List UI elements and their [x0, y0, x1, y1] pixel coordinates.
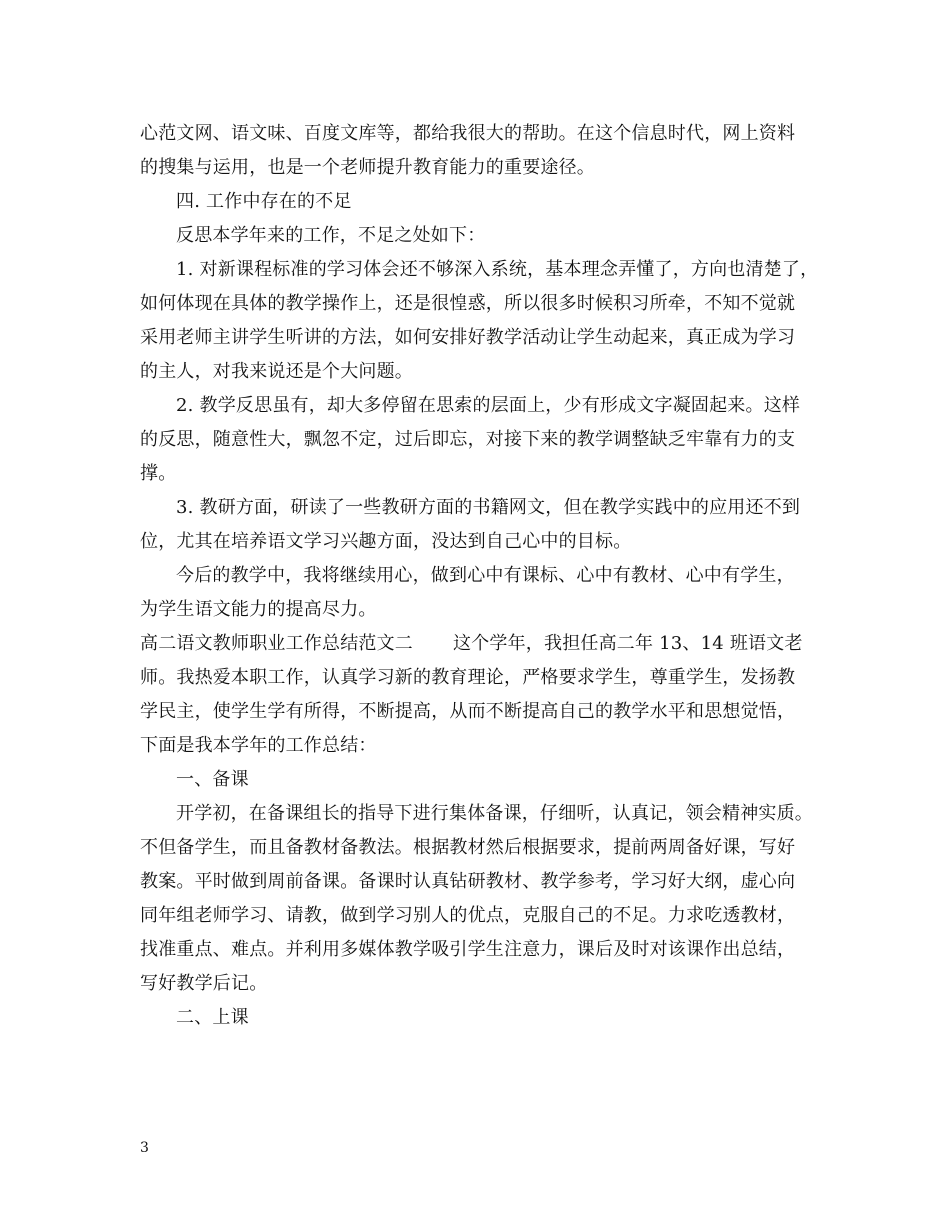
- text-line: 教案。平时做到周前备课。备课时认真钻研教材、教学参考，学习好大纲，虚心向: [140, 871, 796, 892]
- text-line: 为学生语文能力的提高尽力。: [140, 599, 377, 620]
- text-line: 反思本学年来的工作，不足之处如下：: [176, 225, 486, 246]
- text-line: 1. 对新课程标准的学习体会还不够深入系统，基本理念弄懂了，方向也清楚了，: [176, 259, 819, 280]
- text-line: 2. 教学反思虽有，却大多停留在思索的层面上，少有形成文字凝固起来。这样: [176, 395, 801, 416]
- text-line: 不但备学生，而且备教材备教法。根据教材然后根据要求，提前两周备好课，写好: [140, 837, 796, 858]
- text-line: 的反思，随意性大，飘忽不定，过后即忘，对接下来的教学调整缺乏牢靠有力的支: [140, 429, 796, 450]
- text-line: 师。我热爱本职工作，认真学习新的教育理论，严格要求学生，尊重学生，发扬教: [140, 667, 796, 688]
- text-line: 找准重点、难点。并利用多媒体教学吸引学生注意力，课后及时对该课作出总结，: [140, 939, 796, 960]
- text-line: 心范文网、语文味、百度文库等，都给我很大的帮助。在这个信息时代，网上资料: [140, 123, 796, 144]
- text-line: 的搜集与运用，也是一个老师提升教育能力的重要途径。: [140, 157, 595, 178]
- text-line: 撑。: [140, 463, 177, 484]
- text-line: 同年组老师学习、请教，做到学习别人的优点，克服自己的不足。力求吃透教材，: [140, 905, 796, 926]
- page-number: 3: [140, 1140, 149, 1156]
- text-line: 下面是我本学年的工作总结：: [140, 735, 377, 756]
- text-line: 3. 教研方面，研读了一些教研方面的书籍网文，但在教学实践中的应用还不到: [176, 497, 801, 518]
- text-line: 二、上课: [176, 1007, 249, 1028]
- document-body: [140, 117, 830, 1035]
- text-line: 四. 工作中存在的不足: [176, 191, 352, 212]
- text-line: 采用老师主讲学生听讲的方法，如何安排好教学活动让学生动起来，真正成为学习: [140, 327, 796, 348]
- text-line: 写好教学后记。: [140, 973, 268, 994]
- text-line: 一、备课: [176, 769, 249, 790]
- text-line: 开学初，在备课组长的指导下进行集体备课，仔细听，认真记，领会精神实质。: [176, 803, 813, 824]
- section-heading-line: [140, 627, 830, 661]
- text-line: 的主人，对我来说还是个大问题。: [140, 361, 413, 382]
- text-line: 位，尤其在培养语文学习兴趣方面，没达到自己心中的目标。: [140, 531, 632, 552]
- text-line: 学民主，使学生学有所得，不断提高，从而不断提高自己的教学水平和思想觉悟，: [140, 701, 796, 722]
- section-title: 高二语文教师职业工作总结范文二: [140, 633, 413, 654]
- section-first-text: 这个学年，我担任高二年 13、14 班语文老: [453, 633, 803, 654]
- text-line: 今后的教学中，我将继续用心，做到心中有课标、心中有教材、心中有学生，: [176, 565, 795, 586]
- text-line: 如何体现在具体的教学操作上，还是很惶惑，所以很多时候积习所牵，不知不觉就: [140, 293, 796, 314]
